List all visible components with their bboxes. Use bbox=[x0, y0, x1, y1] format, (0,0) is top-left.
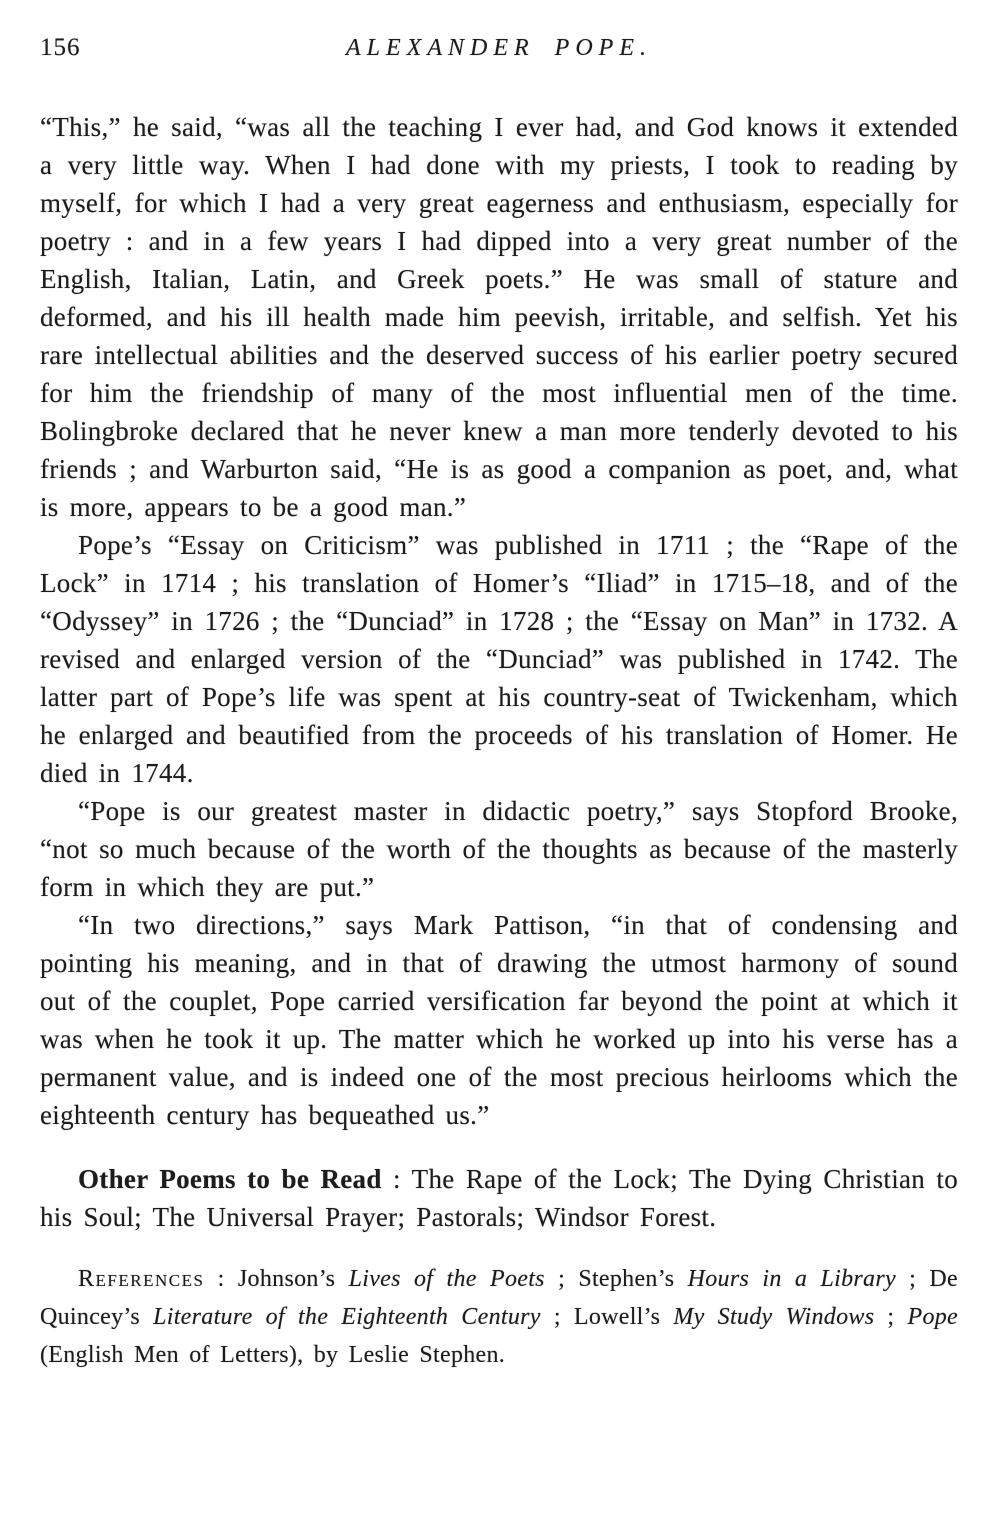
page-number: 156 bbox=[40, 34, 81, 61]
references-book-title: My Study Windows bbox=[673, 1304, 875, 1330]
other-poems-paragraph bbox=[40, 1160, 958, 1236]
running-title: ALEXANDER POPE. bbox=[346, 35, 652, 61]
references-segment: ; De Quincey’s bbox=[40, 1266, 958, 1330]
other-poems-separator: : bbox=[381, 1164, 412, 1194]
references-book-title: Lives of the Poets bbox=[348, 1266, 545, 1292]
references-paragraph bbox=[40, 1260, 958, 1374]
paragraph-teaching-quote: “This,” he said, “was all the teaching I ever had, and God knows it extended a very little way. When I had done with my priests, I took to reading by myself, for which I had a very great eagerness and enthusiasm, especially for poetry : and in a few years I had dipped into a very great number of the English, Italian, Latin, and Greek poets.” He was small of stature and deformed, and his ill health made him peevish, irritable, and selfish. Yet his rare intellectual abilities and the deserved success of his earlier poetry secured for him the friendship of many of the most influential men of the time. Bolingbroke declared that he never knew a man more tenderly devoted to his friends ; and Warburton said, “He is as good a companion as poet, and, what is more, appears to be a good man.” bbox=[40, 112, 958, 522]
other-poems-label: Other Poems to be Read bbox=[78, 1164, 382, 1194]
references-book-title: Pope bbox=[907, 1304, 958, 1330]
references-book-title: Literature of the Eighteenth Century bbox=[153, 1304, 541, 1330]
references-segment: Johnson’s bbox=[237, 1266, 349, 1292]
running-head bbox=[40, 34, 958, 68]
references-segment: ; Lowell’s bbox=[540, 1304, 674, 1330]
paragraph-mark-pattison-quote: “In two directions,” says Mark Pattison, “in that of condensing and pointing his meaning, and in that of drawing the utmost harmony of sound out of the couplet, Pope carried versification far beyond the point at which it was when he took it up. The matter which he worked up into his verse has a permanent value, and is indeed one of the most precious heirlooms which the eighteenth century has bequeathed us.” bbox=[40, 910, 958, 1130]
references-segment: ; bbox=[874, 1304, 908, 1330]
references-book-title: Hours in a Library bbox=[687, 1266, 896, 1292]
references-separator: : bbox=[204, 1266, 238, 1292]
paragraph-stopford-brooke-quote: “Pope is our greatest master in didactic poetry,” says Stopford Brooke, “not so much because of the worth of the thoughts as because of the masterly form in which they are put.” bbox=[40, 796, 958, 902]
references-segment: (English Men of Letters), by Leslie Stephen. bbox=[40, 1342, 506, 1368]
references-label: References bbox=[78, 1266, 205, 1292]
paragraph-publications: Pope’s “Essay on Criticism” was published in 1711 ; the “Rape of the Lock” in 1714 ; his translation of Homer’s “Iliad” in 1715–18, and of the “Odyssey” in 1726 ; the “Dunciad” in 1728 ; the “Essay on Man” in 1732. A revised and enlarged version of the “Dunciad” was published in 1742. The latter part of Pope’s life was spent at his country-seat of Twickenham, which he enlarged and beautified from the proceeds of his translation of Homer. He died in 1744. bbox=[40, 530, 958, 788]
page-body bbox=[40, 108, 958, 1374]
other-poems-list: The Rape of the Lock; The Dying Christian to his Soul; The Universal Prayer; Pastorals; Windsor Forest. bbox=[40, 1164, 959, 1232]
references-segment: ; Stephen’s bbox=[544, 1266, 688, 1292]
